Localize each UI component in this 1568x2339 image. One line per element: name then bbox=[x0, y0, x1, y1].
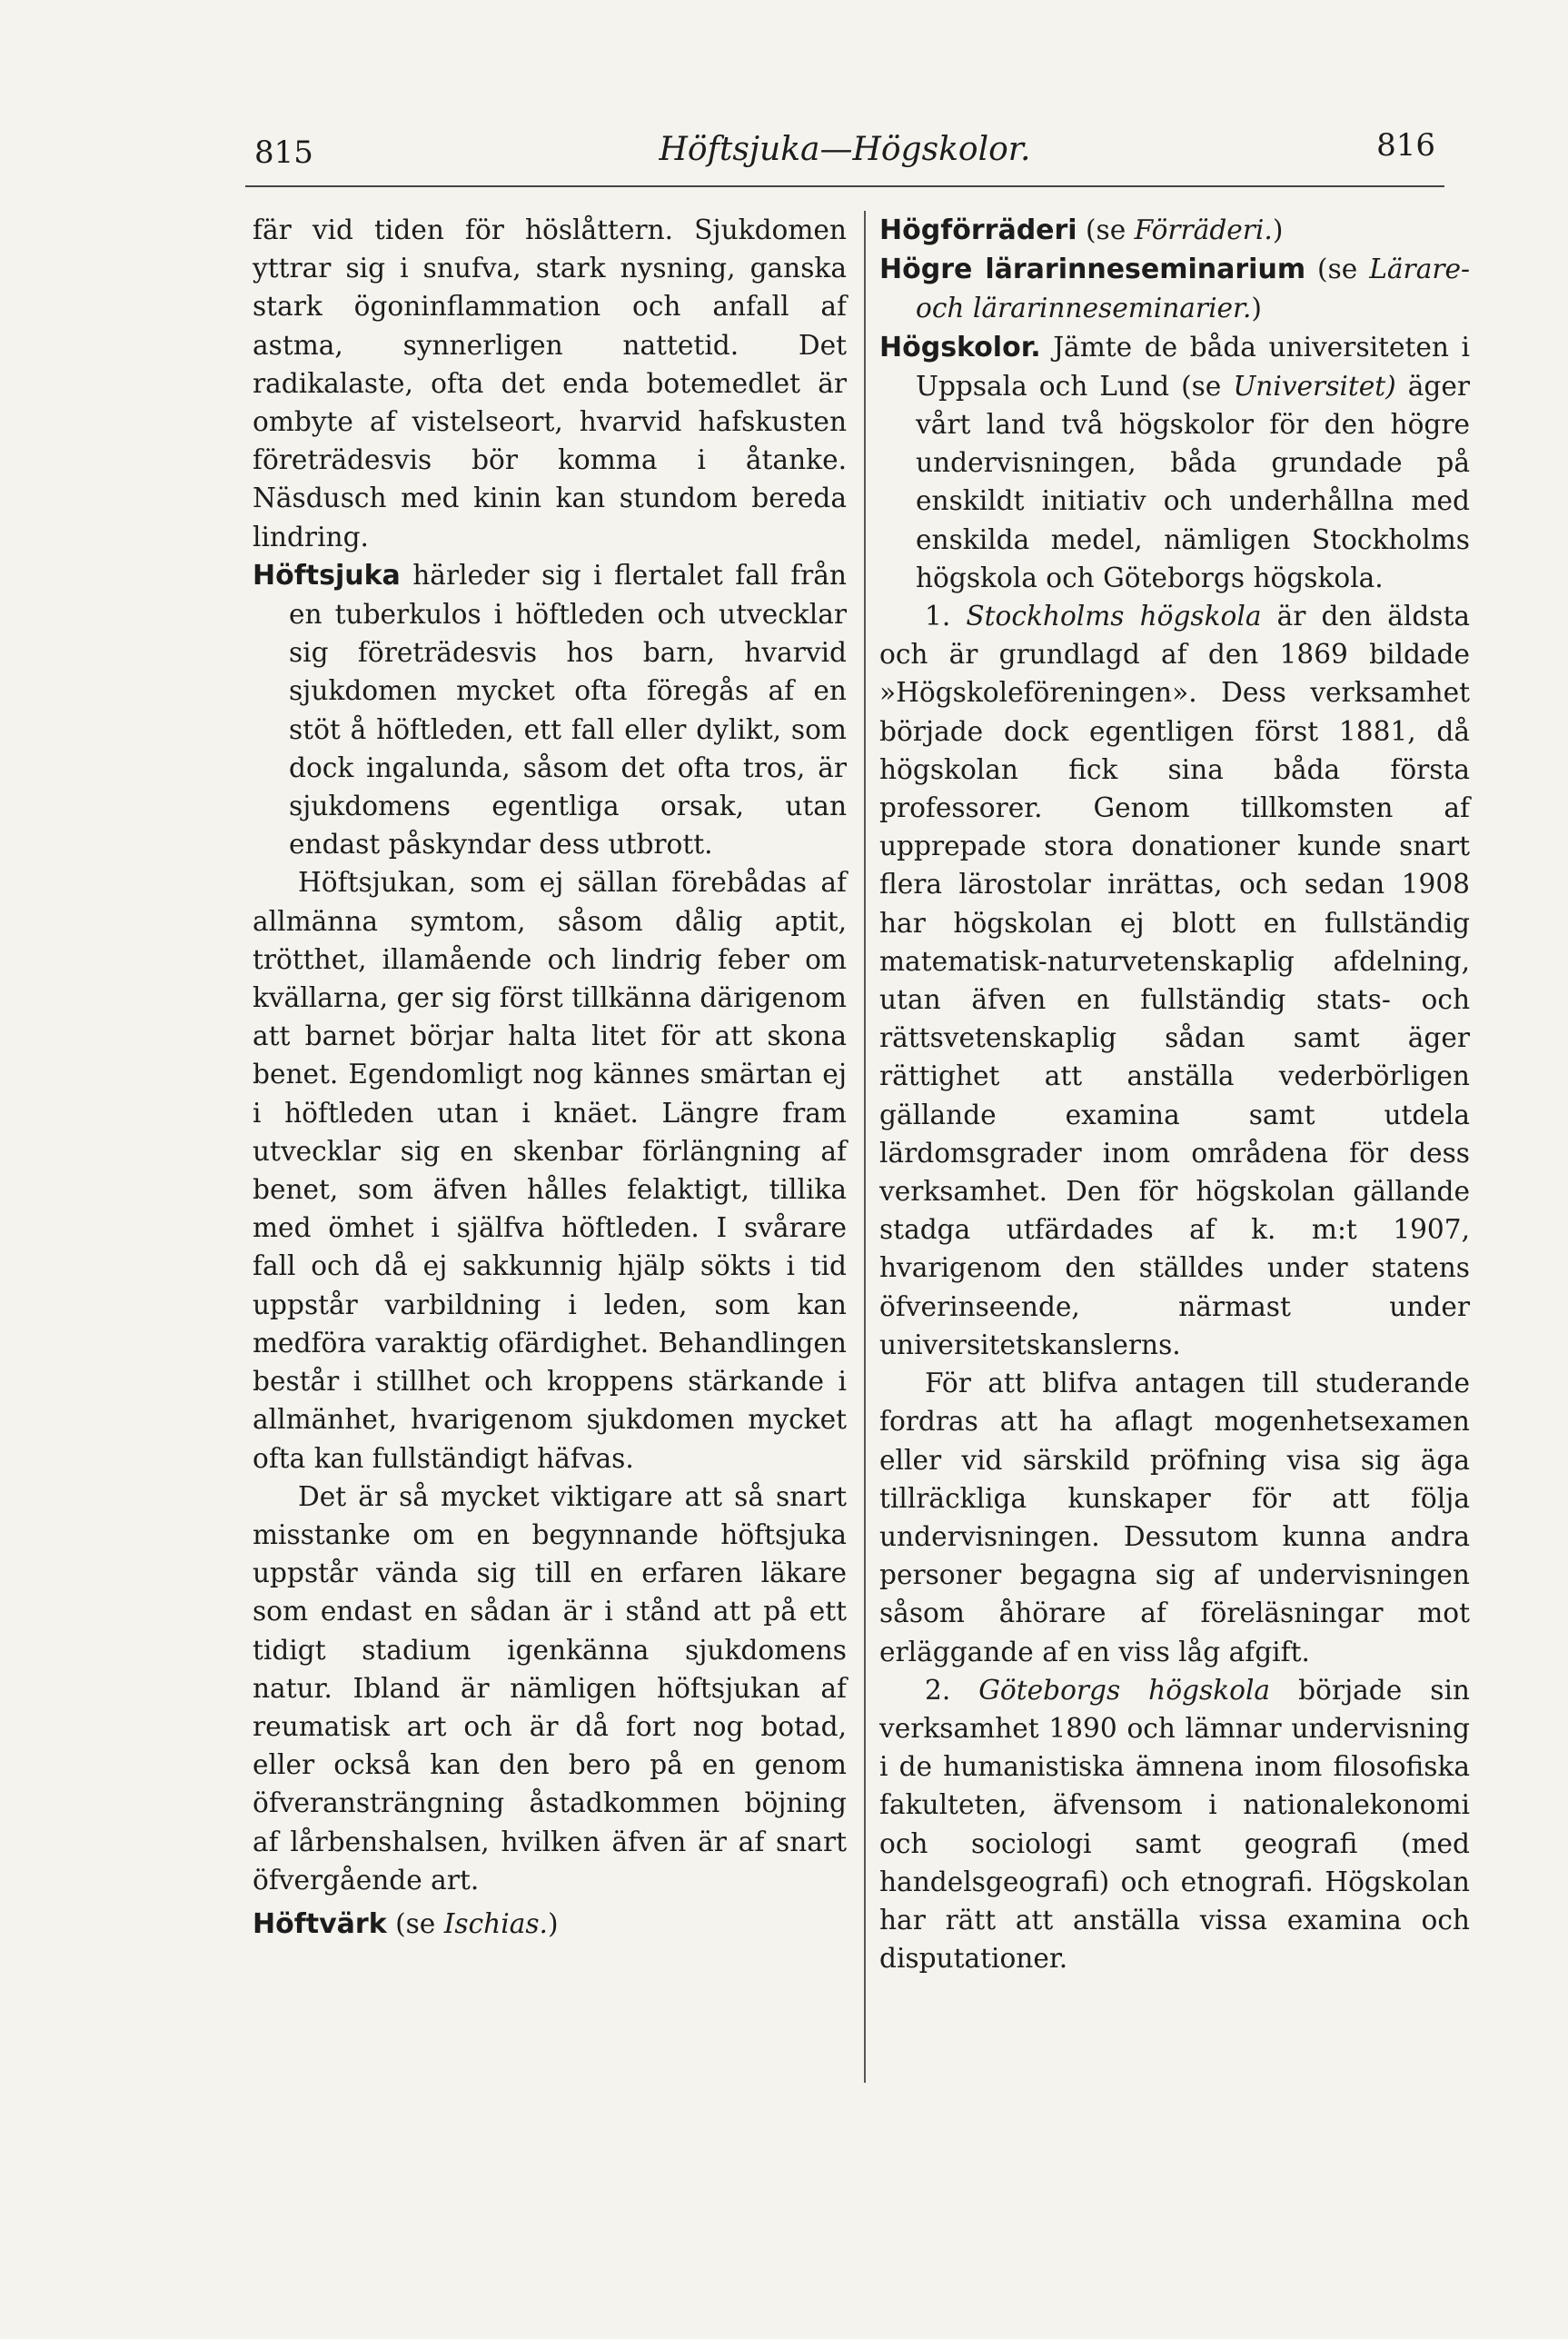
page-header bbox=[245, 127, 1444, 182]
column-divider bbox=[864, 211, 866, 2083]
page-number-right: 816 bbox=[1376, 127, 1435, 164]
headword: Högförräderi bbox=[879, 214, 1077, 246]
paragraph: Det är så mycket viktigare att så snart misstanke om en begynnande höftsjuka uppstår vända sig till en erfaren läkare som endast en sådan är i stånd att på ett tidigt stadium igenkänna sjukdomens natur. Ibland är nämligen höftsjukan af reumatisk art och är då fort nog botad, eller också kan den bero på en genom öfveransträngning åstadkommen böjning af lårbenshalsen, hvilken äfven är af snart öfvergående art. bbox=[253, 1480, 847, 1896]
entry-text: ) bbox=[547, 1907, 559, 1939]
institution-name: Stockholms högskola bbox=[966, 601, 1262, 632]
entry-hogskolor bbox=[879, 328, 1470, 597]
cross-reference: Förräderi. bbox=[1134, 214, 1273, 245]
institution-name: Göteborgs högskola bbox=[978, 1674, 1271, 1706]
page-number-left: 815 bbox=[254, 134, 313, 171]
cross-reference: Lärare- och lärarinneseminarier. bbox=[916, 254, 1471, 324]
paragraph-continued: fär vid tiden för höslåttern. Sjukdomen yttrar sig i snufva, stark nysning, ganska stark ögoninflammation och anfall af astma, synnerligen nattetid. Det radikalaste, ofta det enda botemedlet är ombyte af vistelseort, hvarvid hafskusten företrädesvis bör komma i åtanke. Näsdusch med kinin kan stundom bereda lindring. bbox=[253, 214, 847, 552]
headword: Höftsjuka bbox=[253, 559, 401, 592]
right-column bbox=[879, 211, 1470, 1977]
paragraph: För att blifva antagen till studerande fordras att ha aflagt mogenhetsexamen eller vid särskild pröfning visa sig äga tillräckliga kunskaper för att följa undervisningen. Dessutom kunna andra personer begagna sig af undervisningen såsom åhörare af föreläsningar mot erläggande af en viss låg afgift. bbox=[879, 1368, 1470, 1667]
entry-text: Jämte de båda universiteten i Uppsala och Lund (se bbox=[916, 331, 1470, 402]
paragraph-stockholm bbox=[879, 597, 1470, 1364]
item-number: 2. bbox=[925, 1674, 979, 1706]
entry-text: (se bbox=[386, 1907, 444, 1939]
entry-text: äger vårt land två högskolor för den högre undervisningen, båda grundade på enskildt initiativ och underhållna med enskilda medel, nämligen Stockholms högskola och Göteborgs högskola. bbox=[916, 370, 1470, 593]
entry-hoftvark bbox=[253, 1899, 847, 1944]
cross-reference: Ischias. bbox=[443, 1907, 548, 1939]
headword: Höftvärk bbox=[253, 1907, 387, 1940]
entry-text: (se bbox=[1077, 214, 1135, 245]
header-rule bbox=[245, 185, 1444, 187]
paragraph-text: började sin verksamhet 1890 och lämnar undervisning i de humanistiska ämnena inom filosofiska fakulteten, äfvensom i nationalekonomi och sociologi samt geografi (med handelsgeografi) och etnografi. Högskolan har rätt att anställa vissa examina och disputationer. bbox=[879, 1674, 1470, 1975]
cross-reference: Universitet) bbox=[1233, 370, 1396, 402]
entry-hoftsjuka bbox=[253, 556, 847, 864]
entry-text: ) bbox=[1251, 293, 1262, 324]
item-number: 1. bbox=[925, 601, 967, 632]
entry-hogre-lararinneseminarium bbox=[879, 250, 1470, 327]
entry-hogforraderi bbox=[879, 211, 1470, 250]
running-title: Höftsjuka—Högskolor. bbox=[659, 131, 1031, 168]
paragraph-text: är den äldsta och är grundlagd af den 1869 bildade »Högskoleföreningen». Dess verksamhet började dock egentligen först 1881, då högskolan fick sina båda första professorer. Genom tillkomsten af upprepade stora donationer kunde snart flera lärostolar inrättas, och sedan 1908 har högskolan ej blott en fullständig matematisk-naturvetenskaplig afdelning, utan äfven en fullständig stats- och rättsvetenskaplig sådan samt äger rättighet att anställa vederbörligen gällande examina samt utdela lärdomsgrader inom områdena för dess verksamhet. Den för högskolan gällande stadga utfärdades af k. m:t 1907, hvarigenom den ställdes under statens öfverinseende, närmast under universitetskanslerns. bbox=[879, 601, 1470, 1360]
paragraph: Höftsjukan, som ej sällan förebådas af allmänna symtom, såsom dålig aptit, trötthet, illamående och lindrig feber om kvällarna, ger sig först tillkänna därigenom att barnet börjar halta litet för att skona benet. Egendomligt nog kännes smärtan ej i höftleden utan i knäet. Längre fram utvecklar sig en skenbar förlängning af benet, som äfven hålles felaktigt, tillika med ömhet i själfva höftleden. I svårare fall och då ej sakkunnig hjälp sökts i tid uppstår varbildning i leden, som kan medföra varaktig ofärdighet. Behandlingen består i stillhet och kroppens stärkande i allmänhet, hvarigenom sjukdomen mycket ofta kan fullständigt häfvas. bbox=[253, 867, 847, 1474]
entry-text: ) bbox=[1272, 214, 1284, 245]
headword: Högre lärarinneseminarium bbox=[879, 254, 1306, 286]
headword: Högskolor. bbox=[879, 331, 1041, 363]
entry-text: härleder sig i flertalet fall från en tuberkulos i höftleden och utvecklar sig företrädesvis hos barn, hvarvid sjukdomen mycket ofta föregås af en stöt å höftleden, ett fall eller dylikt, som dock ingalunda, såsom det ofta tros, är sjukdomens egentliga orsak, utan endast påskyndar dess utbrott. bbox=[289, 559, 847, 861]
paragraph-goteborg bbox=[879, 1671, 1470, 1978]
entry-text: (se bbox=[1305, 254, 1370, 285]
left-column bbox=[253, 211, 847, 1944]
